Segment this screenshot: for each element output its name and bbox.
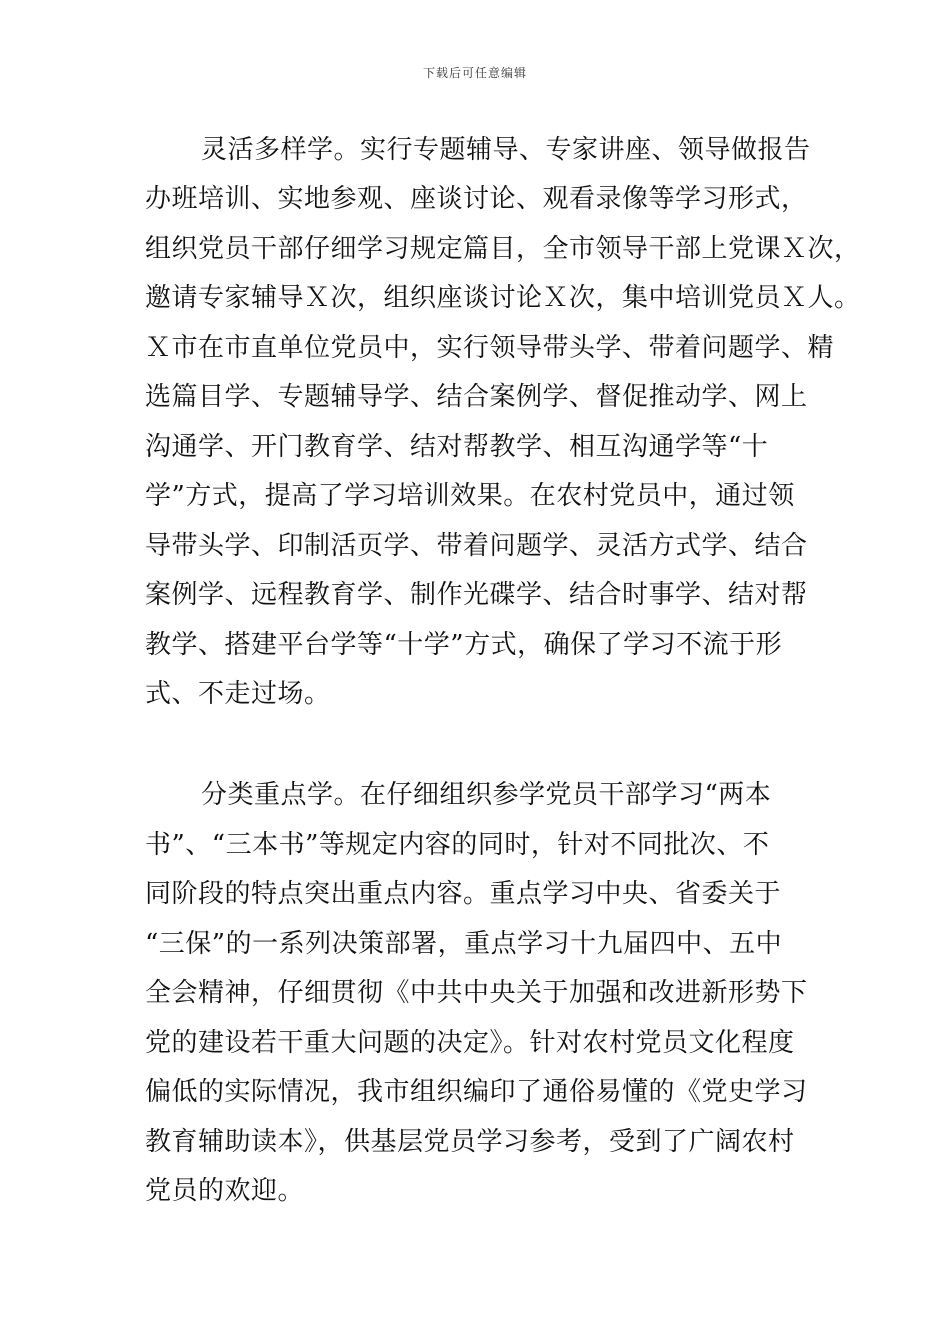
text-line: 同阶段的特点突出重点内容。重点学习中央、省委关于 (145, 879, 782, 909)
text-line: 教学、搭建平台学等“十学”方式，确保了学习不流于形 (145, 630, 783, 660)
text-line: 学”方式，提高了学习培训效果。在农村党员中，通过领 (145, 481, 795, 511)
text-line: 教育辅助读本》，供基层党员学习参考，受到了广阔农村 (145, 1127, 795, 1157)
text-line: Ｘ市在市直单位党员中，实行领导带头学、带着问题学、精 (145, 333, 835, 363)
page-header: 下载后可任意编辑 (422, 66, 527, 80)
text-line: 案例学、远程教育学、制作光碟学、结合时事学、结对帮 (145, 580, 808, 610)
text-line: 党员的欢迎。 (145, 1176, 305, 1206)
text-line: 办班培训、实地参观、座谈讨论、观看录像等学习形式， (145, 184, 808, 214)
text-line: 书”、“三本书”等规定内容的同时，针对不同批次、不 (145, 830, 770, 860)
text-line: 分类重点学。在仔细组织参学党员干部学习“两本 (201, 780, 772, 810)
text-line: 组织党员干部仔细学习规定篇目，全市领导干部上党课Ｘ次， (145, 234, 861, 264)
text-line: 选篇目学、专题辅导学、结合案例学、督促推动学、网上 (145, 382, 808, 412)
text-line: 偏低的实际情况，我市组织编印了通俗易懂的《党史学习 (145, 1077, 808, 1107)
text-line: 导带头学、印制活页学、带着问题学、灵活方式学、结合 (145, 531, 808, 561)
text-line: 邀请专家辅导Ｘ次，组织座谈讨论Ｘ次，集中培训党员Ｘ人。 (145, 283, 861, 313)
text-line: 党的建设若干重大问题的决定》。针对农村党员文化程度 (145, 1028, 795, 1058)
text-line: “三保”的一系列决策部署，重点学习十九届四中、五中 (145, 929, 783, 959)
text-line: 灵活多样学。实行专题辅导、专家讲座、领导做报告 (201, 135, 811, 165)
text-line: 沟通学、开门教育学、结对帮教学、相互沟通学等“十 (145, 432, 769, 462)
text-line: 全会精神，仔细贯彻《中共中央关于加强和改进新形势下 (145, 978, 808, 1008)
text-line: 式、不走过场。 (145, 679, 331, 709)
